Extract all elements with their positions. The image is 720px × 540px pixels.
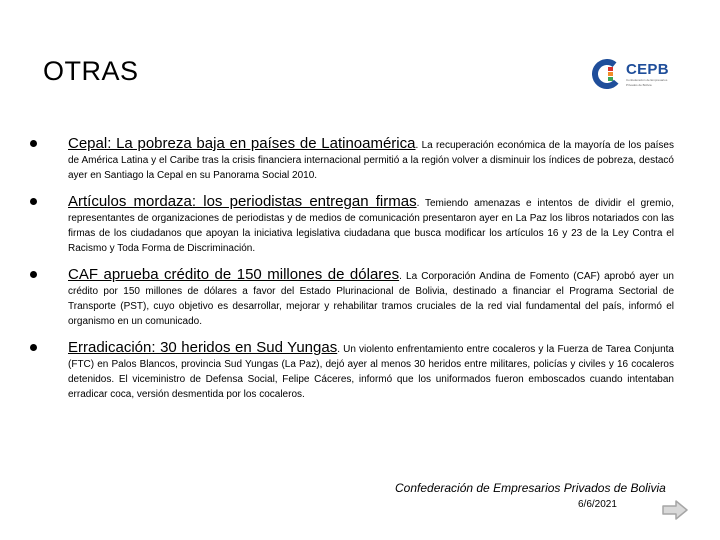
arrow-right-icon xyxy=(662,500,688,520)
logo-subtitle-2: Privados de Bolivia xyxy=(626,82,652,87)
news-list xyxy=(28,136,674,413)
news-paragraph xyxy=(68,340,674,402)
news-item xyxy=(28,136,674,183)
news-paragraph xyxy=(68,194,674,256)
footer-organization: Confederación de Empresarios Privados de Bolivia xyxy=(395,481,666,495)
bullet-icon xyxy=(30,271,37,278)
news-item xyxy=(28,194,674,256)
cepb-logo xyxy=(592,56,684,92)
news-headline[interactable]: Artículos mordaza: los periodistas entregan firmas xyxy=(68,193,417,210)
news-paragraph xyxy=(68,136,674,183)
news-headline[interactable]: CAF aprueba crédito de 150 millones de dólares xyxy=(68,266,400,283)
cepb-emblem-icon xyxy=(592,59,622,89)
footer-date: 6/6/2021 xyxy=(578,499,617,510)
news-item xyxy=(28,267,674,329)
news-item xyxy=(28,340,674,402)
news-body: . Temiendo amenazas e intentos de dividir el gremio, representantes de organizaciones de periodistas y de medios de comunicación presentaron ayer en La Paz los libros notariados con las firmas de los ciudadanos que apoyan la iniciativa legislativa ciudadana que busca modificar los artículos 16 y 23 de la Ley Contra el Racismo y Toda Forma de Discriminación. xyxy=(68,198,674,254)
next-slide-button[interactable] xyxy=(662,500,688,520)
news-body: . La recuperación económica de la mayoría de los países de América Latina y el Caribe tras la crisis financiera internacional permitió a la región volver a disminuir los índices de pobreza, destacó ayer en Santiago la Cepal en su Panorama Social 2010. xyxy=(68,140,674,181)
news-headline[interactable]: Erradicación: 30 heridos en Sud Yungas xyxy=(68,339,338,356)
logo-brand: CEPB xyxy=(626,60,669,78)
logo-subtitle-1: Confederación de Empresarios xyxy=(626,77,668,82)
page-title: OTRAS xyxy=(43,56,139,86)
news-paragraph xyxy=(68,267,674,329)
bullet-icon xyxy=(30,344,37,351)
news-headline[interactable]: Cepal: La pobreza baja en países de Latinoamérica xyxy=(68,135,416,152)
news-body: . Un violento enfrentamiento entre cocaleros y la Fuerza de Tarea Conjunta (FTC) en Palos Blancos, provincia Sud Yungas (La Paz), dejó ayer al menos 30 heridos entre militares, policías y civiles y 16 cocaleros detenidos. El viceministro de Defensa Social, Felipe Cáceres, informó que los uniformados fueron emboscados cuando intentaban erradicar coca, versión desmentida por los cocaleros. xyxy=(68,344,674,400)
bullet-icon xyxy=(30,198,37,205)
news-body: . La Corporación Andina de Fomento (CAF) aprobó ayer un crédito por 150 millones de dólares a favor del Estado Plurinacional de Bolivia, destinado a financiar el Programa Sectorial de Transporte (PST), cuyo objetivo es desarrollar, mejorar y rehabilitar tramos cruciales de la red vial fundamental del país, informó el organismo en un comunicado. xyxy=(68,271,674,327)
bullet-icon xyxy=(30,140,37,147)
